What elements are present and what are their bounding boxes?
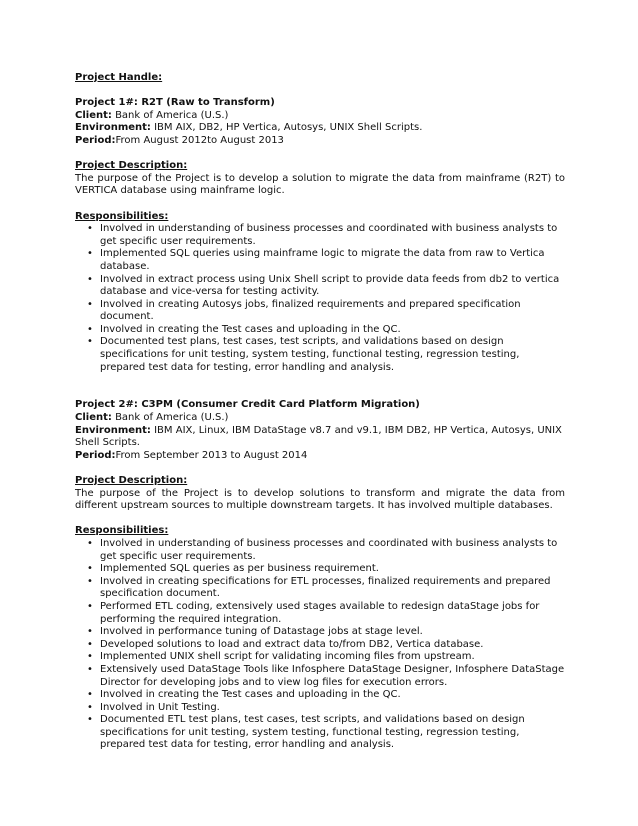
spacer	[75, 462, 565, 475]
list-item-text: Documented test plans, test cases, test scripts, and validations based on design specifications for unit testing, system testing, functional testing, regression testing, prepared test data for testing, error handling and analysis.	[100, 336, 520, 373]
list-item-text: Documented ETL test plans, test cases, test scripts, and validations based on design specifications for unit testing, system testing, functional testing, regression testing, prepared test data for testing, error handling and analysis.	[100, 714, 525, 751]
environment-label: Environment:	[75, 122, 151, 134]
list-item	[75, 248, 565, 273]
responsibilities-heading: Responsibilities:	[75, 525, 169, 537]
list-item	[75, 689, 565, 702]
responsibilities-list	[75, 223, 565, 374]
client-label: Client:	[75, 109, 112, 121]
list-item-text: Involved in understanding of business processes and coordinated with business analysts to get specific user requirements.	[100, 537, 558, 562]
list-item	[75, 601, 565, 626]
client-value: Bank of America (U.S.)	[115, 412, 229, 424]
bullet-icon: •	[87, 563, 93, 575]
list-item-text: Implemented SQL queries using mainframe logic to migrate the data from raw to Vertica database.	[100, 248, 545, 272]
list-item-text: Implemented SQL queries as per business requirement.	[100, 563, 379, 575]
responsibilities-heading: Responsibilities:	[75, 210, 169, 222]
project-title: Project 1#: R2T (Raw to Transform)	[75, 97, 275, 109]
project-1	[75, 97, 565, 374]
spacer	[75, 85, 565, 98]
bullet-icon: •	[87, 651, 93, 663]
responsibilities-list	[75, 538, 565, 752]
list-item-text: Extensively used DataStage Tools like Infosphere DataStage Designer, Infosphere DataStage Director for developing jobs and to view log files for execution errors.	[100, 663, 565, 688]
list-item-text: Performed ETL coding, extensively used stages available to redesign dataStage jobs for performing the required integration.	[100, 600, 540, 625]
environment-value: IBM AIX, DB2, HP Vertica, Autosys, UNIX Shell Scripts.	[154, 122, 423, 134]
bullet-icon: •	[87, 600, 93, 612]
bullet-icon: •	[87, 689, 93, 701]
bullet-icon: •	[87, 575, 93, 587]
list-item	[75, 702, 565, 715]
period-label: Period:	[75, 134, 116, 146]
list-item	[75, 576, 565, 601]
client-line	[75, 110, 565, 123]
list-item-text: Involved in creating specifications for ETL processes, finalized requirements and prepared specification document.	[100, 575, 551, 600]
period-line	[75, 135, 565, 148]
period-line	[75, 450, 565, 463]
description-heading: Project Description:	[75, 475, 188, 486]
list-item	[75, 299, 565, 324]
spacer	[75, 148, 565, 161]
bullet-icon: •	[87, 714, 93, 726]
client-label: Client:	[75, 412, 112, 424]
list-item-text: Developed solutions to load and extract data to/from DB2, Vertica database.	[100, 638, 484, 650]
list-item	[75, 651, 565, 664]
environment-label: Environment:	[75, 424, 151, 436]
environment-line	[75, 122, 565, 135]
bullet-icon: •	[87, 323, 93, 335]
bullet-icon: •	[87, 298, 93, 310]
description-text: The purpose of the Project is to develop solutions to transform and migrate the data from different upstream sources to multiple downstream targets. It has involved multiple databases.	[75, 487, 565, 512]
project-2	[75, 399, 565, 752]
environment-value: IBM AIX, Linux, IBM DataStage v8.7 and v9.1, IBM DB2, HP Vertica, Autosys, UNIX Shell Scripts.	[75, 424, 562, 449]
bullet-icon: •	[87, 537, 93, 549]
list-item-text: Implemented UNIX shell script for validating incoming files from upstream.	[100, 651, 475, 663]
bullet-icon: •	[87, 273, 93, 285]
description-text: The purpose of the Project is to develop a solution to migrate the data from mainframe (R2T) to VERTICA database using mainframe logic.	[75, 172, 565, 197]
client-line	[75, 412, 565, 425]
list-item	[75, 336, 565, 374]
list-item	[75, 664, 565, 689]
client-value: Bank of America (U.S.)	[115, 109, 229, 121]
spacer	[75, 374, 565, 387]
period-label: Period:	[75, 449, 116, 461]
document-body	[75, 72, 565, 752]
bullet-icon: •	[87, 248, 93, 260]
bullet-icon: •	[87, 336, 93, 348]
list-item	[75, 538, 565, 563]
period-value: From September 2013 to August 2014	[115, 449, 308, 461]
list-item	[75, 639, 565, 652]
list-item	[75, 626, 565, 639]
period-value: From August 2012to August 2013	[115, 134, 284, 146]
list-item	[75, 223, 565, 248]
environment-line	[75, 425, 565, 450]
bullet-icon: •	[87, 663, 93, 675]
list-item	[75, 714, 565, 752]
list-item	[75, 563, 565, 576]
description-heading: Project Description:	[75, 160, 188, 172]
project-title: Project 2#: C3PM (Consumer Credit Card Platform Migration)	[75, 399, 420, 411]
section-title: Project Handle:	[75, 72, 163, 83]
list-item	[75, 274, 565, 299]
list-item-text: Involved in extract process using Unix Shell script to provide data feeds from db2 to vertica database and vice-versa for testing activity.	[100, 273, 560, 298]
spacer	[75, 387, 565, 400]
list-item-text: Involved in creating the Test cases and uploading in the QC.	[100, 323, 401, 335]
bullet-icon: •	[87, 701, 93, 713]
bullet-icon: •	[87, 638, 93, 650]
list-item-text: Involved in Unit Testing.	[100, 701, 220, 713]
list-item	[75, 324, 565, 337]
list-item-text: Involved in understanding of business processes and coordinated with business analysts to get specific user requirements.	[100, 223, 558, 247]
spacer	[75, 513, 565, 526]
list-item-text: Involved in performance tuning of Datastage jobs at stage level.	[100, 626, 423, 638]
list-item-text: Involved in creating the Test cases and uploading in the QC.	[100, 689, 401, 701]
list-item-text: Involved in creating Autosys jobs, finalized requirements and prepared specification document.	[100, 298, 521, 323]
bullet-icon: •	[87, 223, 93, 235]
bullet-icon: •	[87, 626, 93, 638]
spacer	[75, 198, 565, 211]
